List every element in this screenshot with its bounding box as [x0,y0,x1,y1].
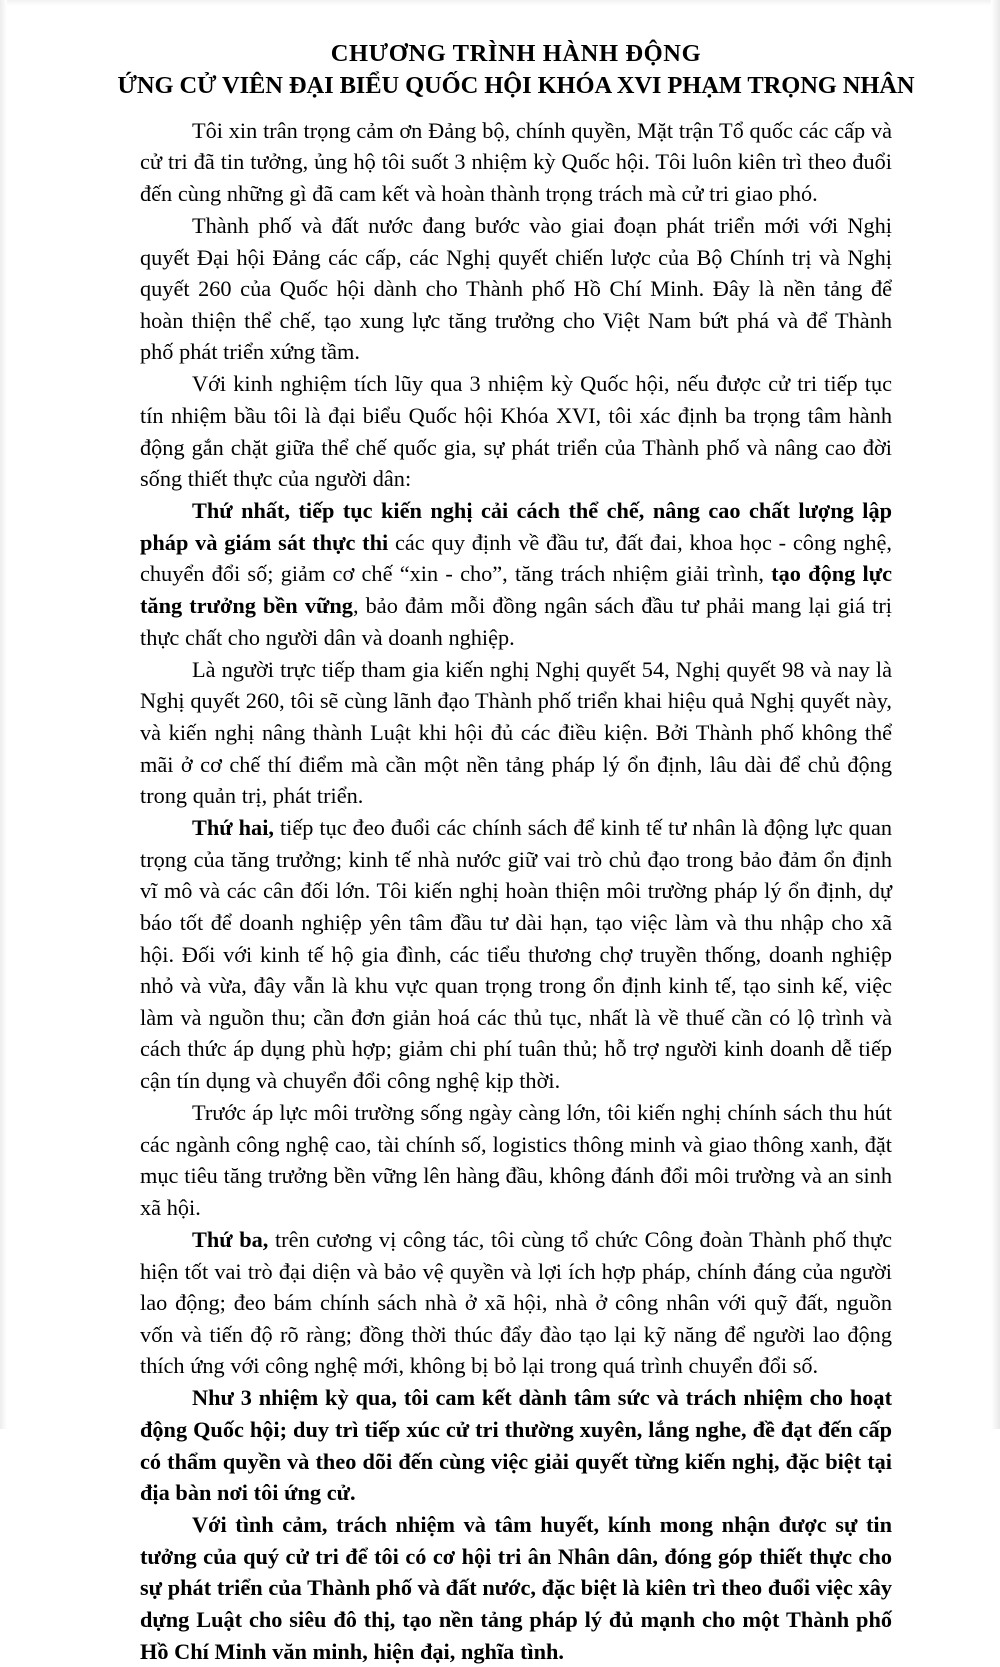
document-title-line-2: ỨNG CỬ VIÊN ĐẠI BIỂU QUỐC HỘI KHÓA XVI PHẠM TRỌNG NHÂN [117,72,915,100]
paragraph-run-0-emphasis: Thứ hai, [192,815,274,841]
document-title-line-1: CHƯƠNG TRÌNH HÀNH ĐỘNG [330,40,702,67]
scan-edge-right [991,0,1000,1429]
paragraph-p3-three-priorities: Với kinh nghiệm tích lũy qua 3 nhiệm kỳ Quốc hội, nếu được cử tri tiếp tục tín nhiệm bầu tôi là đại biểu Quốc hội Khóa XVI, tôi xác định ba trọng tâm hành động gắn chặt giữa thể chế quốc gia, sự phát triển của Thành phố và nâng cao đời sống thiết thực của người dân: [140,371,892,492]
paragraph-run-1: các quy định về đầu tư, đất đai, khoa học - công nghệ, chuyển đổi số; giảm cơ chế “xin - cho”, tăng trách nhiệm giải trình, [140,529,892,587]
paragraph-run-2-emphasis: tạo động lực tăng trưởng bền vững [140,561,893,619]
paragraph-p10-closing: Với tình cảm, trách nhiệm và tâm huyết, kính mong nhận được sự tin tưởng của quý cử tri để tôi có cơ hội tri ân Nhân dân, đóng góp thiết thực cho sự phát triển của Thành phố và đất nước, đặc biệt là kiên trì theo đuổi việc xây dựng Luật cho siêu đô thị, tạo nền tảng pháp lý đủ mạnh cho một Thành phố Hồ Chí Minh văn minh, hiện đại, nghĩa tình. [140,1512,892,1664]
paragraph-run-1: trên cương vị công tác, tôi cùng tổ chức Công đoàn Thành phố thực hiện tốt vai trò đại diện và bảo vệ quyền và lợi ích hợp pháp, chính đáng của người lao động; đeo bám chính sách nhà ở xã hội, nhà ở công nhân với quỹ đất, nguồn vốn và tiến độ rõ ràng; đồng thời thúc đẩy đào tạo lại kỹ năng để người lao động thích ứng với công nghệ mới, không bị bỏ lại trong quá trình chuyển đổi số. [140,1226,893,1379]
paragraph-p6-second-priority [140,812,892,1096]
scan-edge-top [0,0,1000,6]
paragraph-p9-commitment: Như 3 nhiệm kỳ qua, tôi cam kết dành tâm sức và trách nhiệm cho hoạt động Quốc hội; duy trì tiếp xúc cử tri thường xuyên, lắng nghe, đề đạt đến cấp có thẩm quyền và theo dõi đến cùng việc giải quyết từng kiến nghị, đặc biệt tại địa bàn nơi tôi ứng cử. [140,1385,892,1506]
paragraph-p4-first-priority [140,495,892,653]
paragraph-run-0-emphasis: Thứ ba, [192,1226,269,1252]
paragraph-p1-thanks: Tôi xin trân trọng cảm ơn Đảng bộ, chính quyền, Mặt trận Tổ quốc các cấp và cử tri đã tin tưởng, ủng hộ tôi suốt 3 nhiệm kỳ Quốc hội. Tôi luôn kiên trì theo đuổi đến cùng những gì đã cam kết và hoàn thành trọng trách mà cử tri giao phó. [140,117,892,206]
document-body [140,115,892,1667]
scan-edge-left [0,0,7,1429]
paragraph-p2-context: Thành phố và đất nước đang bước vào giai đoạn phát triển mới với Nghị quyết Đại hội Đảng các cấp, các Nghị quyết chiến lược của Bộ Chính trị và Nghị quyết 260 của Quốc hội dành cho Thành phố Hồ Chí Minh. Đây là nền tảng để hoàn thiện thể chế, tạo xung lực tăng trưởng cho Việt Nam bứt phá và để Thành phố phát triển xứng tầm. [140,212,892,365]
paragraph-run-3: , bảo đảm mỗi đồng ngân sách đầu tư phải mang lại giá trị thực chất cho người dân và doanh nghiệp. [140,593,892,650]
paragraph-run-1: tiếp tục đeo đuổi các chính sách để kinh tế tư nhân là động lực quan trọng của tăng trưởng; kinh tế nhà nước giữ vai trò chủ đạo trong bảo đảm ổn định vĩ mô và các cân đối lớn. Tôi kiến nghị hoàn thiện môi trường pháp lý ổn định, dự báo tốt để doanh nghiệp yên tâm đầu tư dài hạn, tạo việc làm và thu nhập cho xã hội. Đối với kinh tế hộ gia đình, các tiểu thương chợ truyền thống, doanh nghiệp nhỏ và vừa, đây vẫn là khu vực quan trọng trong ổn định kinh tế, tạo sinh kế, việc làm và nguồn thu; cần đơn giản hoá các thủ tục, nhất là về thuế cần có lộ trình và cách thức áp dụng phù hợp; giảm chi phí tuân thủ; hỗ trợ người kinh doanh dễ tiếp cận tín dụng và chuyển đổi công nghệ kịp thời. [140,815,892,1093]
paragraph-p7-environment: Trước áp lực môi trường sống ngày càng lớn, tôi kiến nghị chính sách thu hút các ngành công nghệ cao, tài chính số, logistics thông minh và giao thông xanh, đặt mục tiêu tăng trưởng bền vững lên hàng đầu, không đánh đổi môi trường và an sinh xã hội. [140,1100,892,1220]
paragraph-p5-resolutions: Là người trực tiếp tham gia kiến nghị Nghị quyết 54, Nghị quyết 98 và nay là Nghị quyết 260, tôi sẽ cùng lãnh đạo Thành phố triển khai hiệu quả Nghị quyết này, và kiến nghị nâng thành Luật khi hội đủ các điều kiện. Bởi Thành phố không thể mãi ở cơ chế thí điểm mà cần một nền tảng pháp lý ổn định, lâu dài để chủ động trong quản trị, phát triển. [140,656,892,809]
paragraph-run-0-emphasis: Thứ nhất, tiếp tục kiến nghị cải cách thể chế, nâng cao chất lượng lập pháp và giám sát thực thi [140,498,892,555]
paragraph-p8-third-priority [140,1224,892,1382]
document-title [117,38,915,103]
